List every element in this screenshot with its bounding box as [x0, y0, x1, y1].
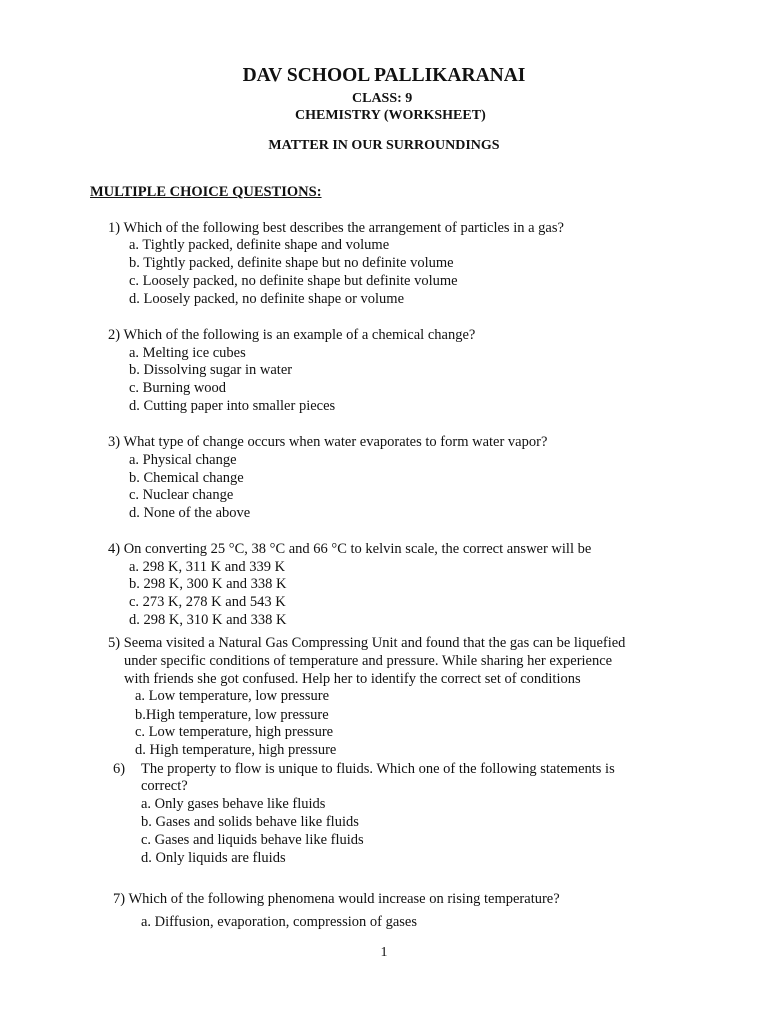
question-5-line-2: under specific conditions of temperature and pressure. While sharing her experience [124, 653, 613, 669]
question-7: 7) Which of the following phenomena would increase on rising temperature? [113, 891, 560, 907]
q3-option-d: d. None of the above [129, 505, 251, 521]
question-6-line-2: correct? [141, 778, 188, 794]
question-6-number: 6) [113, 761, 126, 777]
q3-option-b: b. Chemical change [129, 470, 244, 486]
question-5-line-3: with friends she got confused. Help her to identify the correct set of conditions [124, 671, 581, 687]
q4-option-d: d. 298 K, 310 K and 338 K [129, 612, 287, 628]
q6-option-a: a. Only gases behave like fluids [141, 796, 326, 812]
q4-option-b: b. 298 K, 300 K and 338 K [129, 576, 287, 592]
subject-title: CHEMISTRY (WORKSHEET) [295, 108, 486, 123]
q2-option-a: a. Melting ice cubes [129, 345, 246, 361]
question-6-line-1: The property to flow is unique to fluids. Which one of the following statements is [141, 761, 615, 777]
q5-option-a: a. Low temperature, low pressure [135, 688, 330, 704]
topic-title: MATTER IN OUR SURROUNDINGS [268, 138, 500, 153]
question-4: 4) On converting 25 °C, 38 °C and 66 °C to kelvin scale, the correct answer will be [108, 541, 592, 557]
question-5-line-1: 5) Seema visited a Natural Gas Compressing Unit and found that the gas can be liquefied [108, 635, 626, 651]
q5-option-d: d. High temperature, high pressure [135, 742, 337, 758]
q2-option-c: c. Burning wood [129, 380, 227, 396]
school-title: DAV SCHOOL PALLIKARANAI [242, 65, 526, 86]
q6-option-c: c. Gases and liquids behave like fluids [141, 832, 364, 848]
q5-option-b: b.High temperature, low pressure [135, 707, 329, 723]
q3-option-c: c. Nuclear change [129, 487, 234, 503]
q2-option-d: d. Cutting paper into smaller pieces [129, 398, 336, 414]
question-1: 1) Which of the following best describes the arrangement of particles in a gas? [108, 220, 564, 236]
q1-option-d: d. Loosely packed, no definite shape or volume [129, 291, 405, 307]
q4-option-a: a. 298 K, 311 K and 339 K [129, 559, 286, 575]
q3-option-a: a. Physical change [129, 452, 237, 468]
q6-option-d: d. Only liquids are fluids [141, 850, 286, 866]
section-title: MULTIPLE CHOICE QUESTIONS: [90, 184, 322, 200]
class-line: CLASS: 9 [352, 91, 413, 106]
q7-option-a: a. Diffusion, evaporation, compression of gases [141, 914, 417, 930]
page-number: 1 [380, 945, 388, 960]
q6-option-b: b. Gases and solids behave like fluids [141, 814, 359, 830]
q2-option-b: b. Dissolving sugar in water [129, 362, 293, 378]
question-3: 3) What type of change occurs when water evaporates to form water vapor? [108, 434, 548, 450]
q1-option-b: b. Tightly packed, definite shape but no definite volume [129, 255, 454, 271]
q1-option-a: a. Tightly packed, definite shape and volume [129, 237, 390, 253]
q1-option-c: c. Loosely packed, no definite shape but definite volume [129, 273, 458, 289]
q4-option-c: c. 273 K, 278 K and 543 K [129, 594, 286, 610]
q5-option-c: c. Low temperature, high pressure [135, 724, 334, 740]
question-2: 2) Which of the following is an example of a chemical change? [108, 327, 476, 343]
